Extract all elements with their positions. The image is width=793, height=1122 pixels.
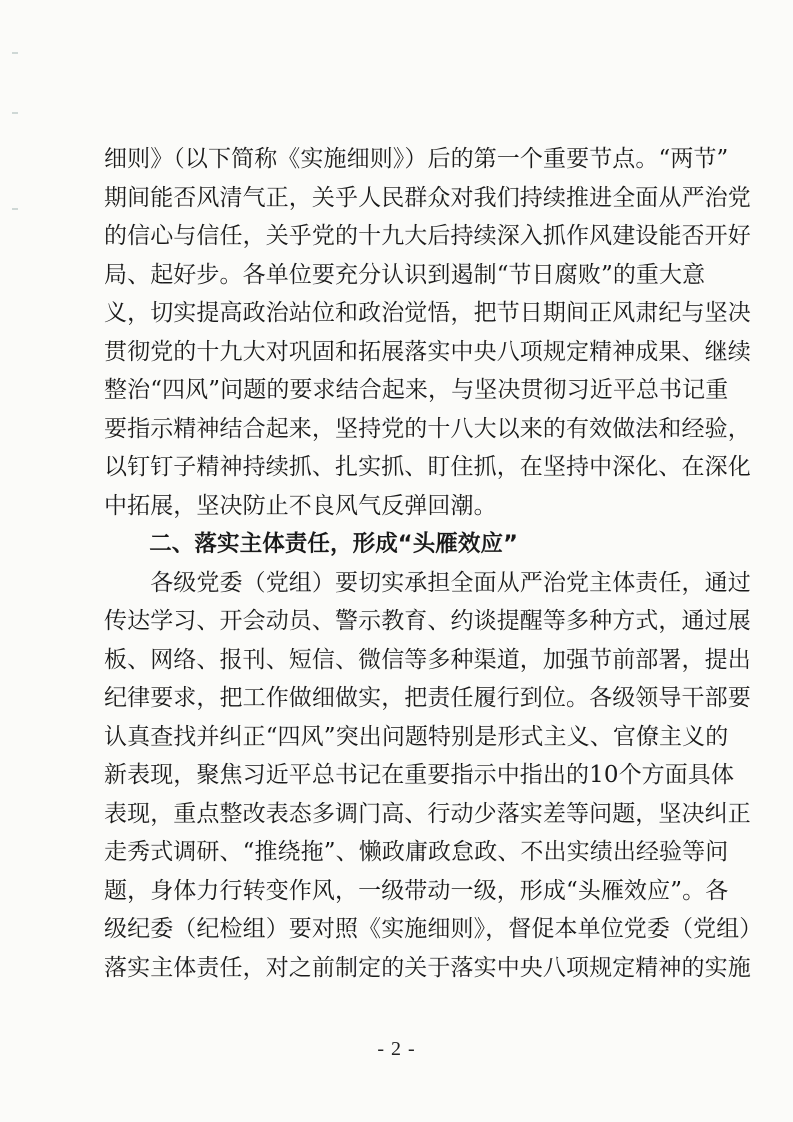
- page-number: - 2 -: [377, 1038, 416, 1060]
- text-line: 中拓展，坚决防止不良风气反弹回潮。: [104, 492, 497, 519]
- text-line: 各级党委（党组）要切实承担全面从严治党主体责任，通过: [104, 569, 751, 596]
- text-line: 走秀式调研、“推绕拖”、懒政庸政怠政、不出实绩出经验等问: [104, 839, 729, 865]
- text-line: 级纪委（纪检组）要对照《实施细则》，督促本单位党委（党组）: [104, 916, 763, 942]
- text-line: 题，身体力行转变作风，一级带动一级，形成“头雁效应”。各: [104, 877, 729, 904]
- text-line: 表现，重点整改表态多调门高、行动少落实差等问题，坚决纠正: [104, 800, 751, 827]
- text-line: 纪律要求，把工作做细做实，把责任履行到位。各级领导干部要: [104, 685, 751, 711]
- text-line: 义，切实提高政治站位和政治觉悟，把节日期间正风肃纪与坚决: [104, 300, 751, 326]
- text-line: 期间能否风清气正，关乎人民群众对我们持续推进全面从严治党: [104, 184, 751, 211]
- text-line: 新表现，聚焦习近平总书记在重要指示中指出的10个方面具体: [104, 762, 735, 788]
- text-line: 局、起好步。各单位要充分认识到遏制“节日腐败”的重大意: [104, 261, 706, 288]
- body-text: [104, 140, 763, 987]
- text-line: 以钉钉子精神持续抓、扎实抓、盯住抓，在坚持中深化、在深化: [104, 454, 751, 480]
- text-line: 的信心与信任，关乎党的十九大后持续深入抓作风建设能否开好: [104, 223, 751, 249]
- text-line: 要指示精神结合起来，坚持党的十八大以来的有效做法和经验，: [104, 415, 751, 442]
- text-line: 传达学习、开会动员、警示教育、约谈提醒等多种方式，通过展: [104, 608, 751, 634]
- scan-mark: [12, 208, 18, 210]
- section-heading: 二、落实主体责任，形成“头雁效应”: [104, 531, 518, 557]
- scan-mark: [12, 112, 18, 114]
- text-line: 认真查找并纠正“四风”突出问题特别是形式主义、官僚主义的: [104, 723, 729, 750]
- text-line: 细则》（以下简称《实施细则》）后的第一个重要节点。“两节”: [104, 146, 729, 172]
- text-line: 板、网络、报刊、短信、微信等多种渠道，加强节前部署，提出: [104, 646, 751, 673]
- text-line: 落实主体责任，对之前制定的关于落实中央八项规定精神的实施: [104, 954, 751, 981]
- text-line: 整治“四风”问题的要求结合起来，与坚决贯彻习近平总书记重: [104, 377, 729, 403]
- scan-mark: [12, 52, 18, 54]
- text-line: 贯彻党的十九大对巩固和拓展落实中央八项规定精神成果、继续: [104, 338, 751, 365]
